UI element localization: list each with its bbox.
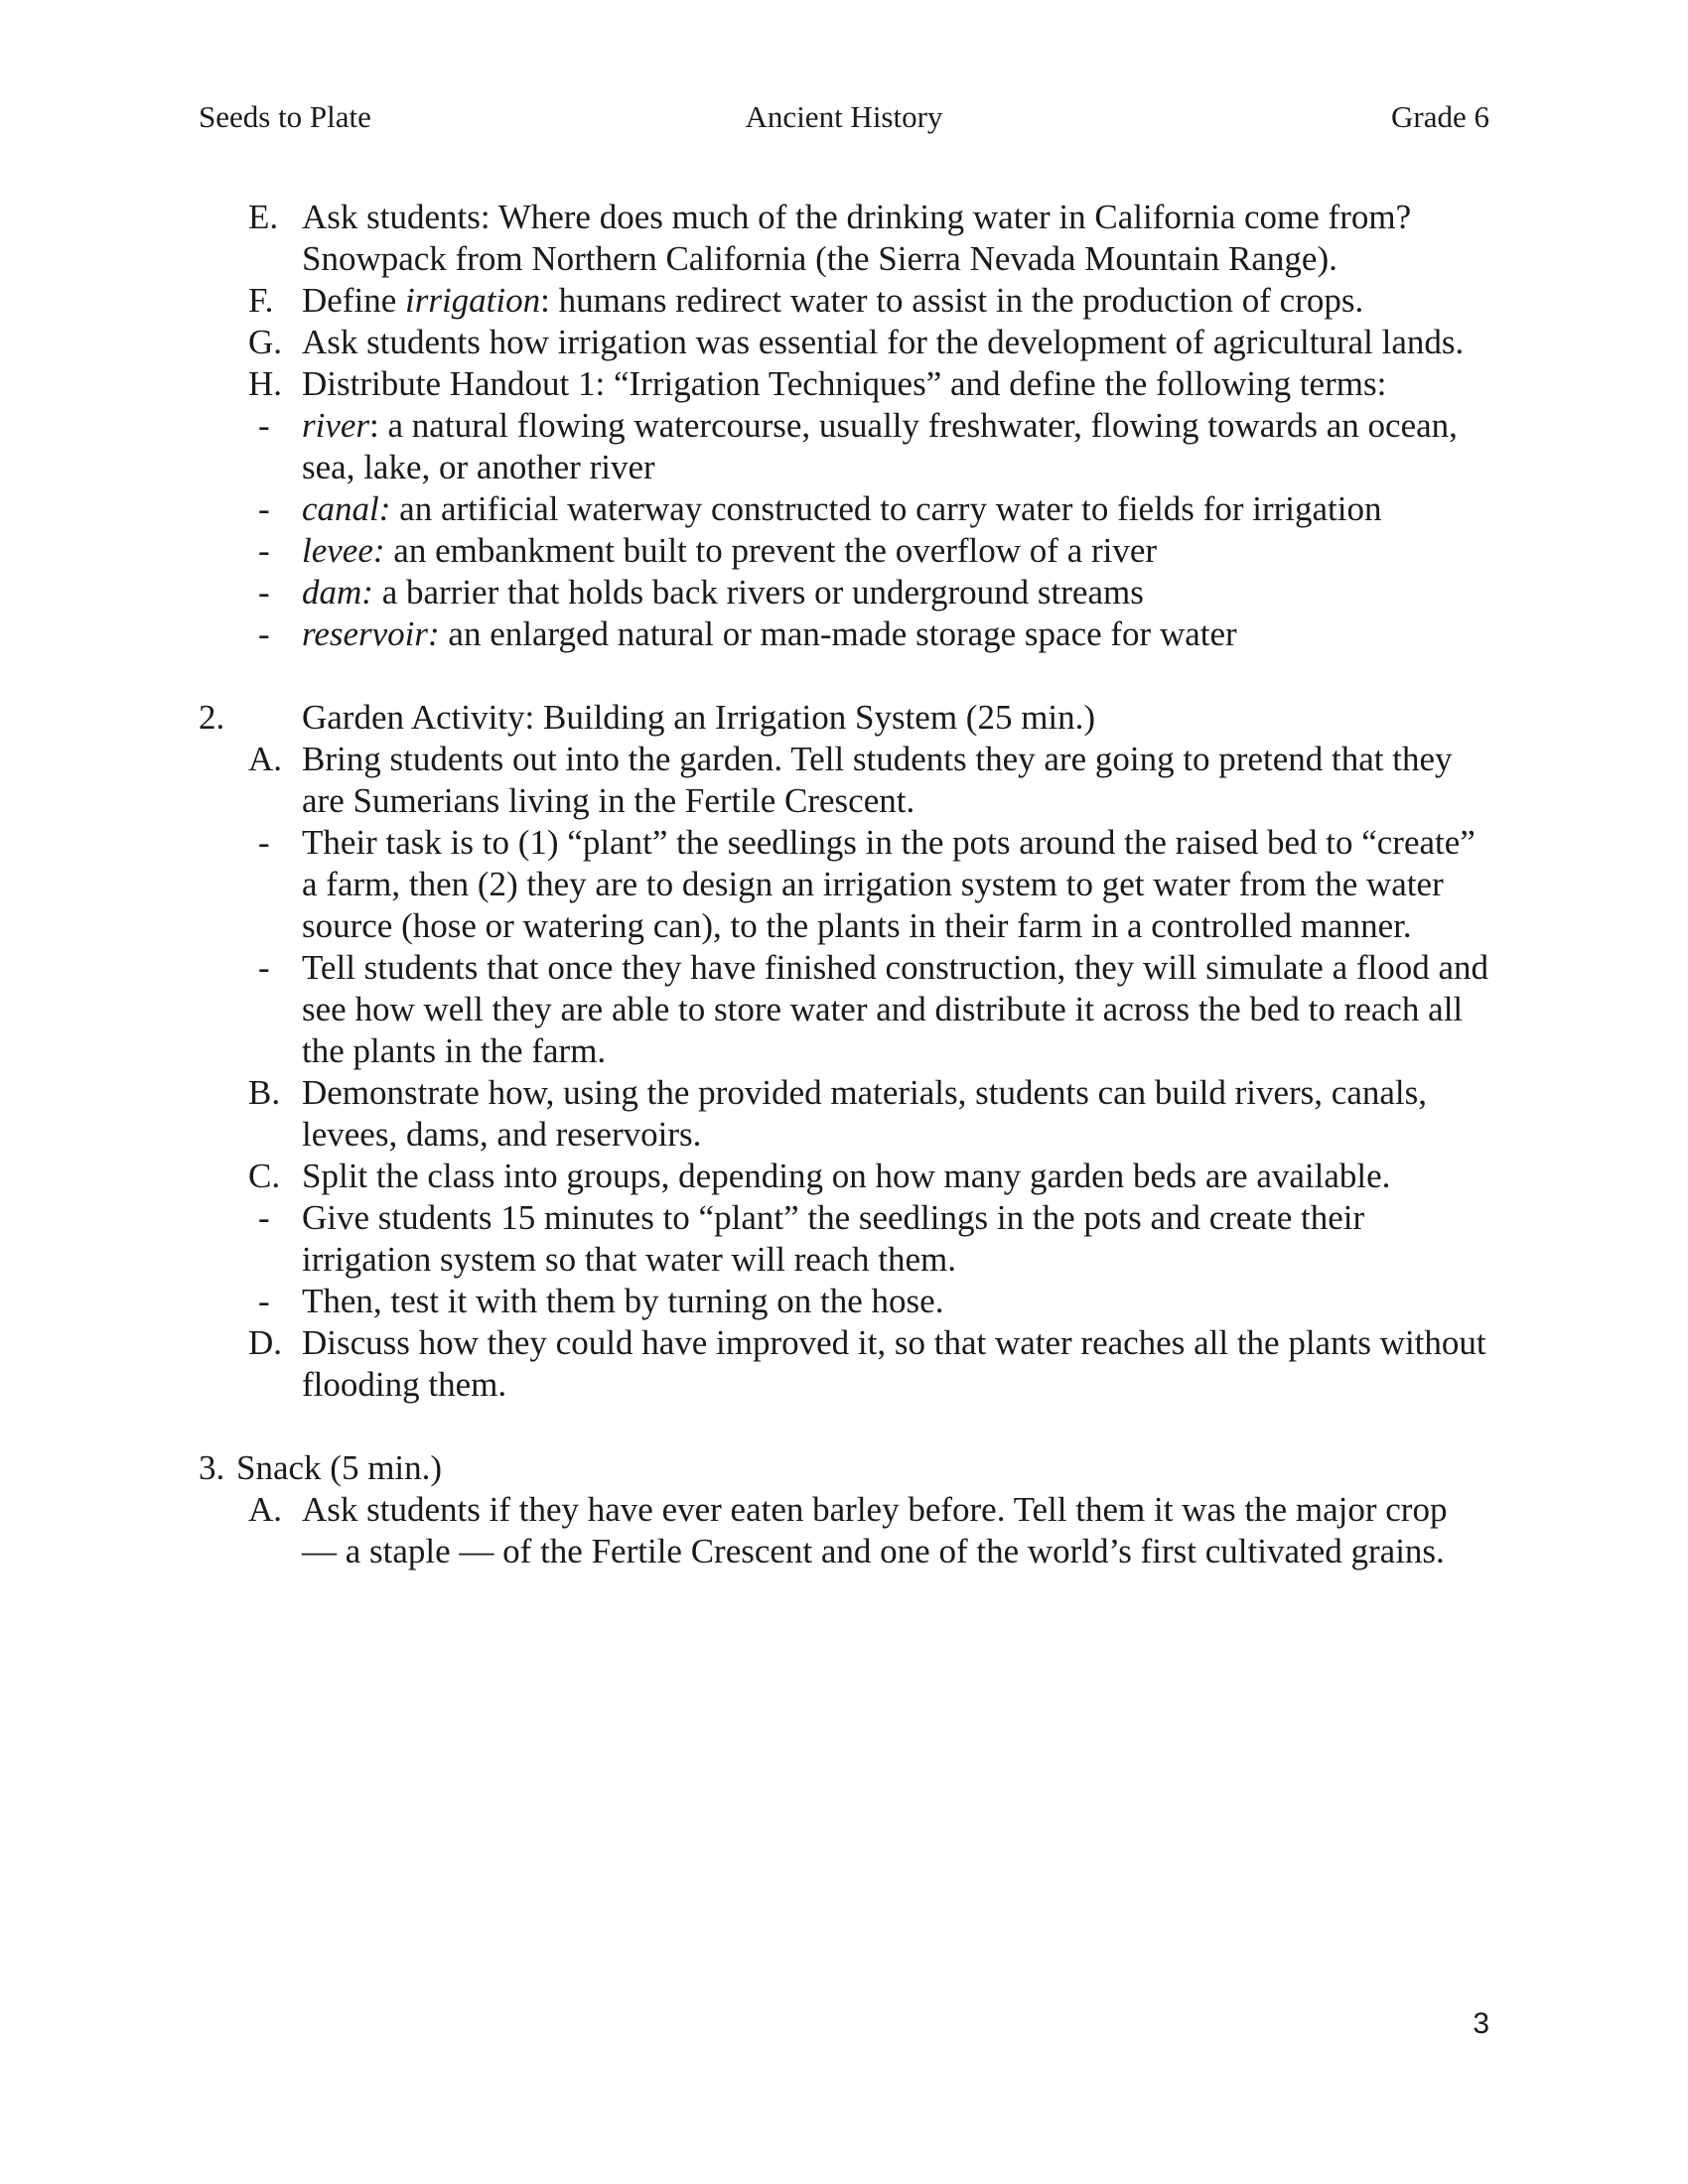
dash-marker: - (258, 823, 270, 862)
term-definition (302, 530, 1489, 572)
section-3-item-a (199, 1489, 1489, 1572)
dash-marker: - (258, 573, 270, 612)
defined-term: levee: (302, 531, 385, 570)
text-run: : a natural flowing watercourse, usually freshwater, flowing towards an ocean, sea, lake, or another river (302, 406, 1458, 486)
dash-marker: - (258, 614, 270, 653)
dash-marker: - (258, 1282, 270, 1320)
defined-term: river (302, 406, 370, 445)
list-item-text: Split the class into groups, depending on how many garden beds are available. (302, 1157, 1391, 1195)
section-2-item-b (199, 1072, 1489, 1156)
term-definition (302, 572, 1489, 614)
section-title: Snack (5 min.) (236, 1448, 443, 1487)
list-item-g (199, 322, 1489, 363)
section-2-item-c (199, 1156, 1489, 1197)
dash-marker: - (258, 489, 270, 528)
list-marker: F. (248, 281, 274, 320)
text-run: Define (302, 281, 405, 320)
section-2-c-bullet-1 (199, 1197, 1489, 1281)
list-item-text: Distribute Handout 1: “Irrigation Techniques” and define the following terms: (302, 364, 1387, 403)
section-title: Garden Activity: Building an Irrigation System (25 min.) (302, 698, 1096, 737)
list-marker: H. (248, 364, 283, 403)
term-dam (199, 572, 1489, 614)
defined-term: canal: (302, 489, 391, 528)
section-2-a-bullet-2 (199, 947, 1489, 1072)
list-item-text: Ask students if they have ever eaten barley before. Tell them it was the major crop — a staple — of the Fertile Crescent and one of the world’s first cultivated grains. (302, 1490, 1448, 1570)
list-marker: A. (248, 1490, 283, 1529)
list-marker: A. (248, 740, 283, 778)
text-run: an artificial waterway constructed to carry water to fields for irrigation (390, 489, 1382, 528)
bullet-text: Tell students that once they have finished construction, they will simulate a flood and see how well they are able to store water and distribute it across the bed to reach all the plants in the farm. (302, 948, 1489, 1070)
list-item-text (302, 280, 1489, 322)
bullet-text: Their task is to (1) “plant” the seedlings in the pots around the raised bed to “create” a farm, then (2) they are to design an irrigation system to get water from the water source (hose or watering can), to the plants in their farm in a controlled manner. (302, 823, 1476, 945)
list-item-text: Bring students out into the garden. Tell students they are going to pretend that they are Sumerians living in the Fertile Crescent. (302, 740, 1453, 820)
list-marker: D. (248, 1323, 283, 1362)
list-marker: E. (248, 198, 279, 236)
term-definition (302, 405, 1489, 488)
defined-term: dam: (302, 573, 373, 612)
section-2-heading (199, 697, 1489, 739)
section-2-a-bullet-1 (199, 822, 1489, 947)
list-marker: G. (248, 323, 283, 361)
list-item-text: Discuss how they could have improved it, so that water reaches all the plants without flooding them. (302, 1323, 1486, 1404)
defined-term: irrigation (404, 281, 541, 320)
list-item-text: Ask students how irrigation was essential for the development of agricultural lands. (302, 323, 1465, 361)
term-definition (302, 614, 1489, 655)
list-item-h (199, 363, 1489, 405)
section-2-item-d (199, 1322, 1489, 1406)
list-item-e (199, 197, 1489, 280)
page-number: 3 (1473, 2007, 1489, 2040)
text-run: : humans redirect water to assist in the production of crops. (540, 281, 1364, 320)
defined-term: reservoir: (302, 614, 440, 653)
term-levee (199, 530, 1489, 572)
header-subject: Ancient History (745, 99, 943, 134)
header-grade: Grade 6 (1391, 99, 1489, 134)
term-definition (302, 488, 1489, 530)
bullet-text: Give students 15 minutes to “plant” the seedlings in the pots and create their irrigation system so that water will reach them. (302, 1198, 1365, 1279)
list-item-f (199, 280, 1489, 322)
term-river (199, 405, 1489, 488)
list-item-text: Demonstrate how, using the provided materials, students can build rivers, canals, levees, dams, and reservoirs. (302, 1073, 1428, 1154)
bullet-text: Then, test it with them by turning on the hose. (302, 1282, 944, 1320)
term-reservoir (199, 614, 1489, 655)
section-2-c-bullet-2 (199, 1281, 1489, 1322)
list-marker: B. (248, 1073, 281, 1112)
section-number: 3. (199, 1448, 225, 1487)
header-course-title: Seeds to Plate (199, 99, 371, 134)
list-item-text: Ask students: Where does much of the drinking water in California come from? Snowpack from Northern California (the Sierra Nevada Mountain Range). (302, 198, 1412, 278)
section-number: 2. (199, 698, 225, 737)
list-marker: C. (248, 1157, 281, 1195)
section-2-item-a (199, 739, 1489, 822)
text-run: an embankment built to prevent the overflow of a river (384, 531, 1158, 570)
text-run: an enlarged natural or man-made storage space for water (439, 614, 1237, 653)
term-canal (199, 488, 1489, 530)
dash-marker: - (258, 1198, 270, 1237)
dash-marker: - (258, 531, 270, 570)
running-header (199, 99, 1489, 139)
section-3-heading (199, 1447, 1489, 1489)
dash-marker: - (258, 948, 270, 987)
document-body (199, 197, 1489, 1572)
text-run: a barrier that holds back rivers or underground streams (372, 573, 1144, 612)
dash-marker: - (258, 406, 270, 445)
